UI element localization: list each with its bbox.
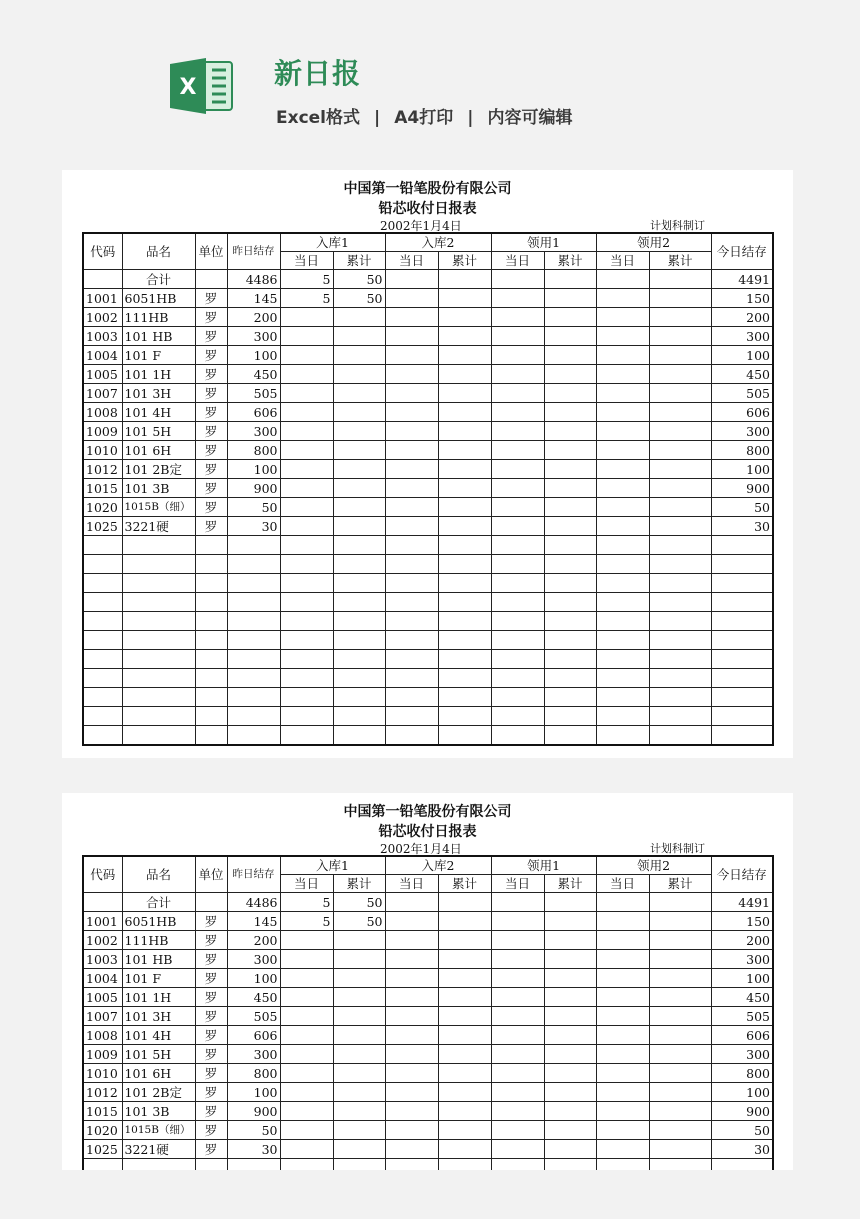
cell-unit: 罗 [195,1026,227,1045]
cell-prev: 100 [227,460,280,479]
total-in1-cum: 50 [333,270,385,289]
cell-in1-cum [333,327,385,346]
cell-in1-day: 5 [280,289,333,308]
cell-code: 1009 [83,1045,122,1064]
cell-prev: 100 [227,1083,280,1102]
col-day: 当日 [596,252,649,270]
cell-today: 900 [711,1102,773,1121]
cell-name: 101 1H [122,365,195,384]
cell-in1-cum [333,308,385,327]
cell-today: 100 [711,969,773,988]
cell-name: 101 1H [122,988,195,1007]
cell-prev: 300 [227,327,280,346]
cell-in1-day [280,1026,333,1045]
cell-today: 50 [711,1121,773,1140]
cell-name: 101 5H [122,1045,195,1064]
cell-name: 3221硬 [122,517,195,536]
subtitle-edit: 内容可编辑 [487,108,573,128]
cell-in1-day [280,1064,333,1083]
col-day: 当日 [385,252,438,270]
cell-today: 150 [711,912,773,931]
table-row [83,308,773,327]
cell-name: 101 3B [122,1102,195,1121]
cell-prev: 200 [227,931,280,950]
cell-unit: 罗 [195,1083,227,1102]
cell-today: 100 [711,1083,773,1102]
col-in1: 入库1 [280,233,385,252]
cell-today: 100 [711,346,773,365]
cell-in1-day [280,517,333,536]
cell-today: 800 [711,441,773,460]
cell-code: 1005 [83,988,122,1007]
subtitle: Excel格式 | A4打印 | 内容可编辑 [276,108,573,128]
cell-today: 100 [711,460,773,479]
blank-row [83,707,773,726]
report-date: 2002年1月4日 [380,219,462,233]
col-day: 当日 [280,875,333,893]
report-table [82,855,774,1170]
cell-in1-cum [333,384,385,403]
blank-row [83,688,773,707]
table-row [83,479,773,498]
cell-name: 101 4H [122,403,195,422]
cell-today: 606 [711,1026,773,1045]
cell-name: 101 F [122,969,195,988]
cell-name: 101 2B定 [122,1083,195,1102]
blank-row [83,555,773,574]
total-today: 4491 [711,270,773,289]
blank-row [83,574,773,593]
cell-prev: 30 [227,1140,280,1159]
cell-in1-cum [333,498,385,517]
table-row [83,403,773,422]
cell-unit: 罗 [195,384,227,403]
cell-in1-day [280,384,333,403]
cell-code: 1003 [83,327,122,346]
cell-code: 1015 [83,479,122,498]
cell-prev: 505 [227,384,280,403]
cell-today: 606 [711,403,773,422]
table-row [83,1083,773,1102]
blank-row [83,536,773,555]
cell-name: 3221硬 [122,1140,195,1159]
cell-in1-cum [333,346,385,365]
blank-row [83,631,773,650]
cell-in1-day [280,988,333,1007]
cell-today: 300 [711,422,773,441]
cell-name: 6051HB [122,289,195,308]
cell-code: 1005 [83,365,122,384]
cell-prev: 800 [227,1064,280,1083]
report-title: 铅芯收付日报表 [378,824,477,840]
blank-row [83,669,773,688]
cell-today: 50 [711,498,773,517]
cell-in1-day [280,1083,333,1102]
cell-name: 101 HB [122,950,195,969]
excel-icon [168,56,234,116]
col-cumulative: 累计 [544,875,596,893]
table-row [83,1064,773,1083]
col-cumulative: 累计 [544,252,596,270]
cell-in1-day [280,327,333,346]
table-row [83,988,773,1007]
col-use1: 领用1 [491,856,596,875]
cell-in1-cum [333,1121,385,1140]
col-cumulative: 累计 [649,252,711,270]
table-row [83,365,773,384]
col-code: 代码 [83,856,122,893]
cell-unit: 罗 [195,460,227,479]
cell-in1-day [280,950,333,969]
cell-prev: 200 [227,308,280,327]
col-cumulative: 累计 [333,875,385,893]
cell-code: 1015 [83,1102,122,1121]
cell-prev: 450 [227,988,280,1007]
table-row [83,1121,773,1140]
header-row-1 [83,856,773,875]
col-in2: 入库2 [385,233,491,252]
cell-today: 450 [711,988,773,1007]
table-row [83,912,773,931]
col-day: 当日 [491,875,544,893]
cell-in1-cum [333,1102,385,1121]
cell-name: 101 6H [122,1064,195,1083]
col-unit: 单位 [195,856,227,893]
cell-in1-day [280,441,333,460]
total-today: 4491 [711,893,773,912]
cell-in1-cum [333,517,385,536]
page-header [0,0,860,150]
cell-name: 101 HB [122,327,195,346]
cell-name: 101 2B定 [122,460,195,479]
header-row-1 [83,233,773,252]
report-date: 2002年1月4日 [380,842,462,856]
col-in1: 入库1 [280,856,385,875]
table-row [83,1102,773,1121]
cell-unit: 罗 [195,422,227,441]
table-row [83,969,773,988]
col-prev-balance: 昨日结存 [227,233,280,270]
cell-name: 111HB [122,308,195,327]
cell-prev: 300 [227,422,280,441]
cell-prev: 900 [227,1102,280,1121]
cell-name: 101 5H [122,422,195,441]
col-today-balance: 今日结存 [711,233,773,270]
table-row [83,422,773,441]
blank-row [83,650,773,669]
cell-code: 1025 [83,1140,122,1159]
svg-text:X: X [179,75,197,100]
cell-in1-day [280,931,333,950]
cell-unit: 罗 [195,1007,227,1026]
cell-name: 111HB [122,931,195,950]
cell-unit: 罗 [195,346,227,365]
cell-today: 150 [711,289,773,308]
cell-in1-cum [333,365,385,384]
cell-name: 101 4H [122,1026,195,1045]
col-prev-balance: 昨日结存 [227,856,280,893]
cell-today: 900 [711,479,773,498]
cell-in1-day [280,1007,333,1026]
cell-prev: 50 [227,498,280,517]
cell-prev: 145 [227,289,280,308]
cell-in1-cum [333,460,385,479]
table-row [83,1045,773,1064]
cell-in1-day [280,498,333,517]
cell-unit: 罗 [195,950,227,969]
cell-in1-day [280,403,333,422]
cell-in1-cum [333,1140,385,1159]
col-day: 当日 [280,252,333,270]
cell-code: 1007 [83,384,122,403]
table-row [83,1007,773,1026]
col-code: 代码 [83,233,122,270]
table-row [83,384,773,403]
cell-unit: 罗 [195,403,227,422]
col-name: 品名 [122,233,195,270]
cell-in1-day [280,1121,333,1140]
report-maker: 计划科制订 [650,219,705,232]
cell-unit: 罗 [195,1045,227,1064]
col-use1: 领用1 [491,233,596,252]
cell-in1-day [280,308,333,327]
col-use2: 领用2 [596,233,711,252]
cell-unit: 罗 [195,912,227,931]
cell-code: 1008 [83,403,122,422]
cell-name: 101 F [122,346,195,365]
col-today-balance: 今日结存 [711,856,773,893]
blank-row [83,726,773,746]
cell-unit: 罗 [195,365,227,384]
total-label: 合计 [122,270,195,289]
company-name: 中国第一铅笔股份有限公司 [343,804,512,820]
col-cumulative: 累计 [649,875,711,893]
cell-in1-day [280,422,333,441]
table-row [83,1140,773,1159]
cell-today: 30 [711,1140,773,1159]
cell-today: 200 [711,308,773,327]
blank-row [83,612,773,631]
cell-prev: 900 [227,479,280,498]
cell-code: 1008 [83,1026,122,1045]
total-row [83,893,773,912]
report-title: 铅芯收付日报表 [378,201,477,217]
col-use2: 领用2 [596,856,711,875]
total-in1-cum: 50 [333,893,385,912]
table-row [83,517,773,536]
cell-code: 1004 [83,969,122,988]
cell-unit: 罗 [195,931,227,950]
cell-unit: 罗 [195,1121,227,1140]
cell-in1-cum [333,1083,385,1102]
cell-prev: 606 [227,403,280,422]
cell-unit: 罗 [195,498,227,517]
cell-prev: 800 [227,441,280,460]
cell-in1-cum [333,950,385,969]
cell-in1-cum [333,931,385,950]
table-row [83,460,773,479]
cell-unit: 罗 [195,1140,227,1159]
cell-in1-day [280,460,333,479]
col-unit: 单位 [195,233,227,270]
cell-name: 1015B（细） [122,498,195,517]
table-row [83,498,773,517]
cell-code: 1012 [83,1083,122,1102]
table-row [83,327,773,346]
table-row [83,1026,773,1045]
total-in1-day: 5 [280,893,333,912]
cell-code: 1007 [83,1007,122,1026]
cell-in1-cum [333,988,385,1007]
cell-today: 505 [711,384,773,403]
cell-in1-day: 5 [280,912,333,931]
cell-prev: 300 [227,950,280,969]
col-day: 当日 [596,875,649,893]
col-name: 品名 [122,856,195,893]
total-in1-day: 5 [280,270,333,289]
cell-today: 505 [711,1007,773,1026]
col-cumulative: 累计 [438,252,491,270]
cell-code: 1025 [83,517,122,536]
cell-in1-cum [333,1045,385,1064]
cell-code: 1020 [83,1121,122,1140]
table-row [83,441,773,460]
cell-in1-day [280,1140,333,1159]
report-maker: 计划科制订 [650,842,705,855]
cell-in1-cum: 50 [333,912,385,931]
cell-prev: 606 [227,1026,280,1045]
col-in2: 入库2 [385,856,491,875]
cell-unit: 罗 [195,289,227,308]
cell-code: 1004 [83,346,122,365]
cell-unit: 罗 [195,988,227,1007]
cell-prev: 450 [227,365,280,384]
cell-unit: 罗 [195,308,227,327]
page-title: 新日报 [274,57,362,90]
sheet-preview-2 [62,793,793,1170]
total-prev: 4486 [227,893,280,912]
cell-in1-day [280,1102,333,1121]
cell-in1-cum [333,422,385,441]
total-prev: 4486 [227,270,280,289]
total-row [83,270,773,289]
cell-code: 1002 [83,308,122,327]
cell-code: 1001 [83,289,122,308]
cell-prev: 100 [227,969,280,988]
cell-code: 1002 [83,931,122,950]
cell-in1-cum [333,441,385,460]
cell-name: 6051HB [122,912,195,931]
cell-today: 300 [711,327,773,346]
cell-code: 1010 [83,441,122,460]
table-row [83,346,773,365]
subtitle-format: Excel格式 [276,108,361,128]
cell-unit: 罗 [195,517,227,536]
cell-in1-day [280,365,333,384]
cell-name: 101 3H [122,384,195,403]
cell-unit: 罗 [195,1102,227,1121]
blank-row [83,593,773,612]
blank-row [83,1159,773,1171]
cell-unit: 罗 [195,441,227,460]
cell-name: 101 3H [122,1007,195,1026]
cell-prev: 505 [227,1007,280,1026]
cell-unit: 罗 [195,479,227,498]
cell-unit: 罗 [195,1064,227,1083]
cell-code: 1009 [83,422,122,441]
cell-in1-cum [333,969,385,988]
cell-in1-cum [333,1064,385,1083]
table-row [83,931,773,950]
cell-in1-day [280,969,333,988]
cell-code: 1001 [83,912,122,931]
report-table [82,232,774,746]
cell-name: 101 3B [122,479,195,498]
cell-unit: 罗 [195,969,227,988]
cell-prev: 300 [227,1045,280,1064]
table-row [83,950,773,969]
cell-prev: 145 [227,912,280,931]
cell-today: 450 [711,365,773,384]
cell-prev: 50 [227,1121,280,1140]
col-day: 当日 [491,252,544,270]
col-cumulative: 累计 [333,252,385,270]
cell-today: 30 [711,517,773,536]
sheet-preview-1 [62,170,793,758]
cell-in1-cum [333,403,385,422]
cell-code: 1012 [83,460,122,479]
cell-today: 300 [711,950,773,969]
cell-in1-day [280,1045,333,1064]
cell-today: 200 [711,931,773,950]
cell-in1-cum: 50 [333,289,385,308]
col-cumulative: 累计 [438,875,491,893]
cell-in1-cum [333,1026,385,1045]
cell-prev: 100 [227,346,280,365]
table-row [83,289,773,308]
total-label: 合计 [122,893,195,912]
cell-today: 300 [711,1045,773,1064]
cell-today: 800 [711,1064,773,1083]
cell-prev: 30 [227,517,280,536]
cell-code: 1010 [83,1064,122,1083]
cell-in1-cum [333,1007,385,1026]
col-day: 当日 [385,875,438,893]
cell-name: 1015B（细） [122,1121,195,1140]
cell-in1-day [280,479,333,498]
subtitle-print: A4打印 [394,108,454,128]
company-name: 中国第一铅笔股份有限公司 [343,181,512,197]
cell-unit: 罗 [195,327,227,346]
cell-code: 1003 [83,950,122,969]
cell-code: 1020 [83,498,122,517]
cell-in1-day [280,346,333,365]
cell-in1-cum [333,479,385,498]
cell-name: 101 6H [122,441,195,460]
